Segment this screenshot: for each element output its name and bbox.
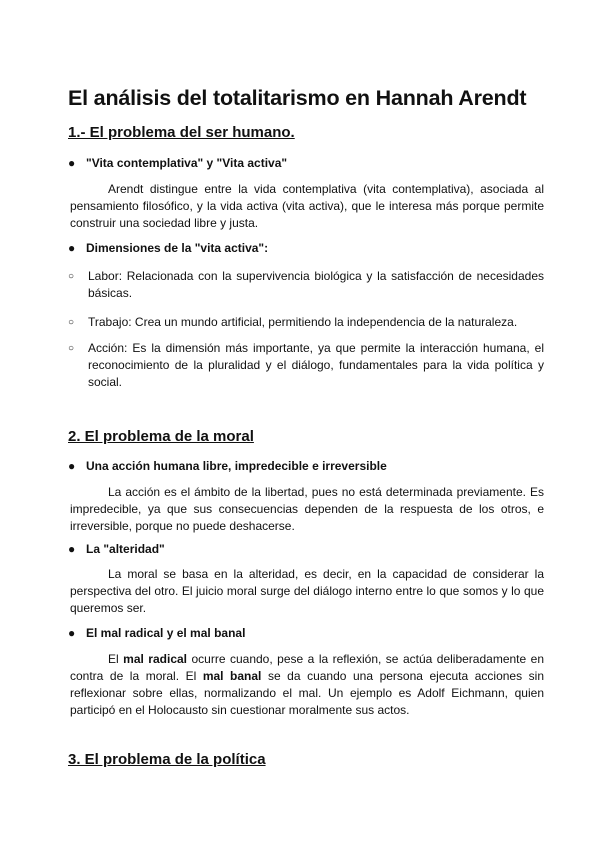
bullet-mal-radical [68, 626, 245, 640]
document-title: El análisis del totalitarismo en Hannah Arendt [68, 86, 527, 110]
bullet-vita-contemplativa [68, 156, 287, 170]
bullet-icon: ● [68, 241, 76, 255]
paragraph-alteridad: La moral se basa en la alteridad, es decir, en la capacidad de considerar la perspectiva del otro. El juicio moral surge del diálogo interno entre lo que somos y lo que queremos ser. [70, 567, 544, 615]
text-run: El [108, 652, 124, 666]
bullet-text: "Vita contemplativa" y "Vita activa" [86, 156, 288, 170]
bullet-accion-humana [68, 459, 387, 473]
sub-item-text: Acción: Es la dimensión más importante, ya que permite la interacción humana, el reconocimiento de la pluralidad y el diálogo, fundamentales para la vida política y social. [88, 341, 544, 389]
bullet-text: Una acción humana libre, impredecible e irreversible [86, 459, 387, 473]
sub-item-text: Labor: Relacionada con la supervivencia biológica y la satisfacción de necesidades básicas. [88, 269, 544, 300]
sub-item-labor [68, 268, 544, 302]
bullet-icon: ● [68, 542, 76, 556]
bullet-text: Dimensiones de la "vita activa": [86, 241, 269, 255]
bullet-text: La "alteridad" [86, 542, 165, 556]
paragraph-vita: Arendt distingue entre la vida contemplativa (vita contemplativa), asociada al pensamiento filosófico, y la vida activa (vita activa), que le interesa más porque permite construir una sociedad libre y justa. [70, 182, 544, 230]
bullet-dimensiones [68, 241, 268, 255]
bullet-icon: ● [68, 626, 76, 640]
sub-item-accion [68, 340, 544, 391]
sub-bullet-icon: ○ [68, 343, 75, 354]
paragraph-mal [70, 651, 544, 719]
text-run: se da cuando una persona ejecuta acciones sin reflexionar sobre ellas, normalizando el mal. Un ejemplo es Adolf Eichmann, quien participó en el Holocausto sin cuestionar moralmente sus actos. [70, 669, 544, 717]
section-2-heading: 2. El problema de la moral [68, 428, 254, 445]
paragraph-accion: La acción es el ámbito de la libertad, pues no está determinada previamente. Es impredecible, ya que sus consecuencias dependen de la respuesta de los otros, e irreversible, porque no puede deshacerse. [70, 485, 544, 533]
sub-bullet-icon: ○ [68, 271, 75, 282]
sub-item-trabajo [68, 314, 544, 331]
term-mal-banal: mal banal [202, 669, 262, 683]
bullet-icon: ● [68, 156, 76, 170]
section-3-heading: 3. El problema de la política [68, 751, 266, 768]
text-run: ocurre cuando, pese a la reflexión, se actúa deliberadamente en contra de la moral. El [70, 652, 545, 683]
sub-item-text: Trabajo: Crea un mundo artificial, permitiendo la independencia de la naturaleza. [88, 315, 518, 329]
sub-bullet-icon: ○ [68, 317, 75, 328]
bullet-alteridad [68, 542, 165, 556]
bullet-text: El mal radical y el mal banal [86, 626, 246, 640]
term-mal-radical: mal radical [123, 652, 188, 666]
bullet-icon: ● [68, 459, 76, 473]
section-1-heading: 1.- El problema del ser humano. [68, 124, 295, 141]
